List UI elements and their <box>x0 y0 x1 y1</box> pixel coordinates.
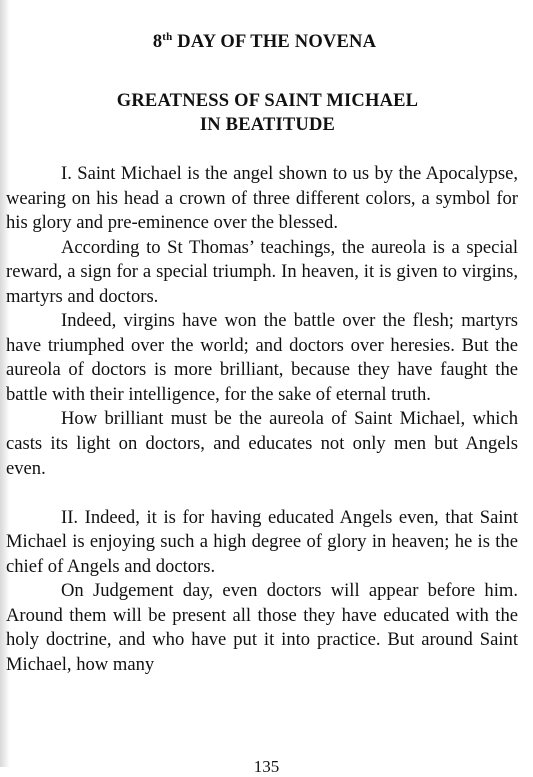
day-heading-text: DAY OF THE NOVENA <box>172 32 377 52</box>
chapter-title-line-1: GREATNESS OF SAINT MICHAEL <box>116 91 419 111</box>
paragraph-6: On Judgement day, even doctors will appear before him. Around them will be present all those they have educated with the holy doctrine, and who have put it into practice. But around Saint Michael, how many <box>6 580 518 675</box>
day-ordinal-suffix: th <box>162 31 173 43</box>
paragraph-1: I. Saint Michael is the angel shown to us by the Apocalypse, wearing on his head a crown of three different colors, a symbol for his glory and pre-eminence over the blessed. <box>6 163 518 234</box>
paragraph-4: How brilliant must be the aureola of Saint Michael, which casts its light on doctors, and educates not only men but Angels even. <box>6 408 518 479</box>
paragraph-5: II. Indeed, it is for having educated Angels even, that Saint Michael is enjoying such a high degree of glory in heaven; he is the chief of Angels and doctors. <box>6 506 518 577</box>
body-text <box>6 162 518 677</box>
section-break <box>6 481 518 506</box>
chapter-title <box>1 89 533 137</box>
chapter-title-line-2: IN BEATITUDE <box>199 115 336 135</box>
novena-day-heading <box>0 31 531 53</box>
page-number: 135 <box>253 757 280 776</box>
paragraph-3: Indeed, virgins have won the battle over the flesh; martyrs have triumphed over the world; and doctors over heresies. But the aureola of doctors is more brilliant, because they have faught the battle with their intelligence, for the sake of eternal truth. <box>6 310 518 405</box>
paragraph-2: According to St Thomas’ teachings, the aureola is a special reward, a sign for a special triumph. In heaven, it is given to virgins, martyrs and doctors. <box>6 236 518 307</box>
day-number: 8 <box>152 32 163 52</box>
